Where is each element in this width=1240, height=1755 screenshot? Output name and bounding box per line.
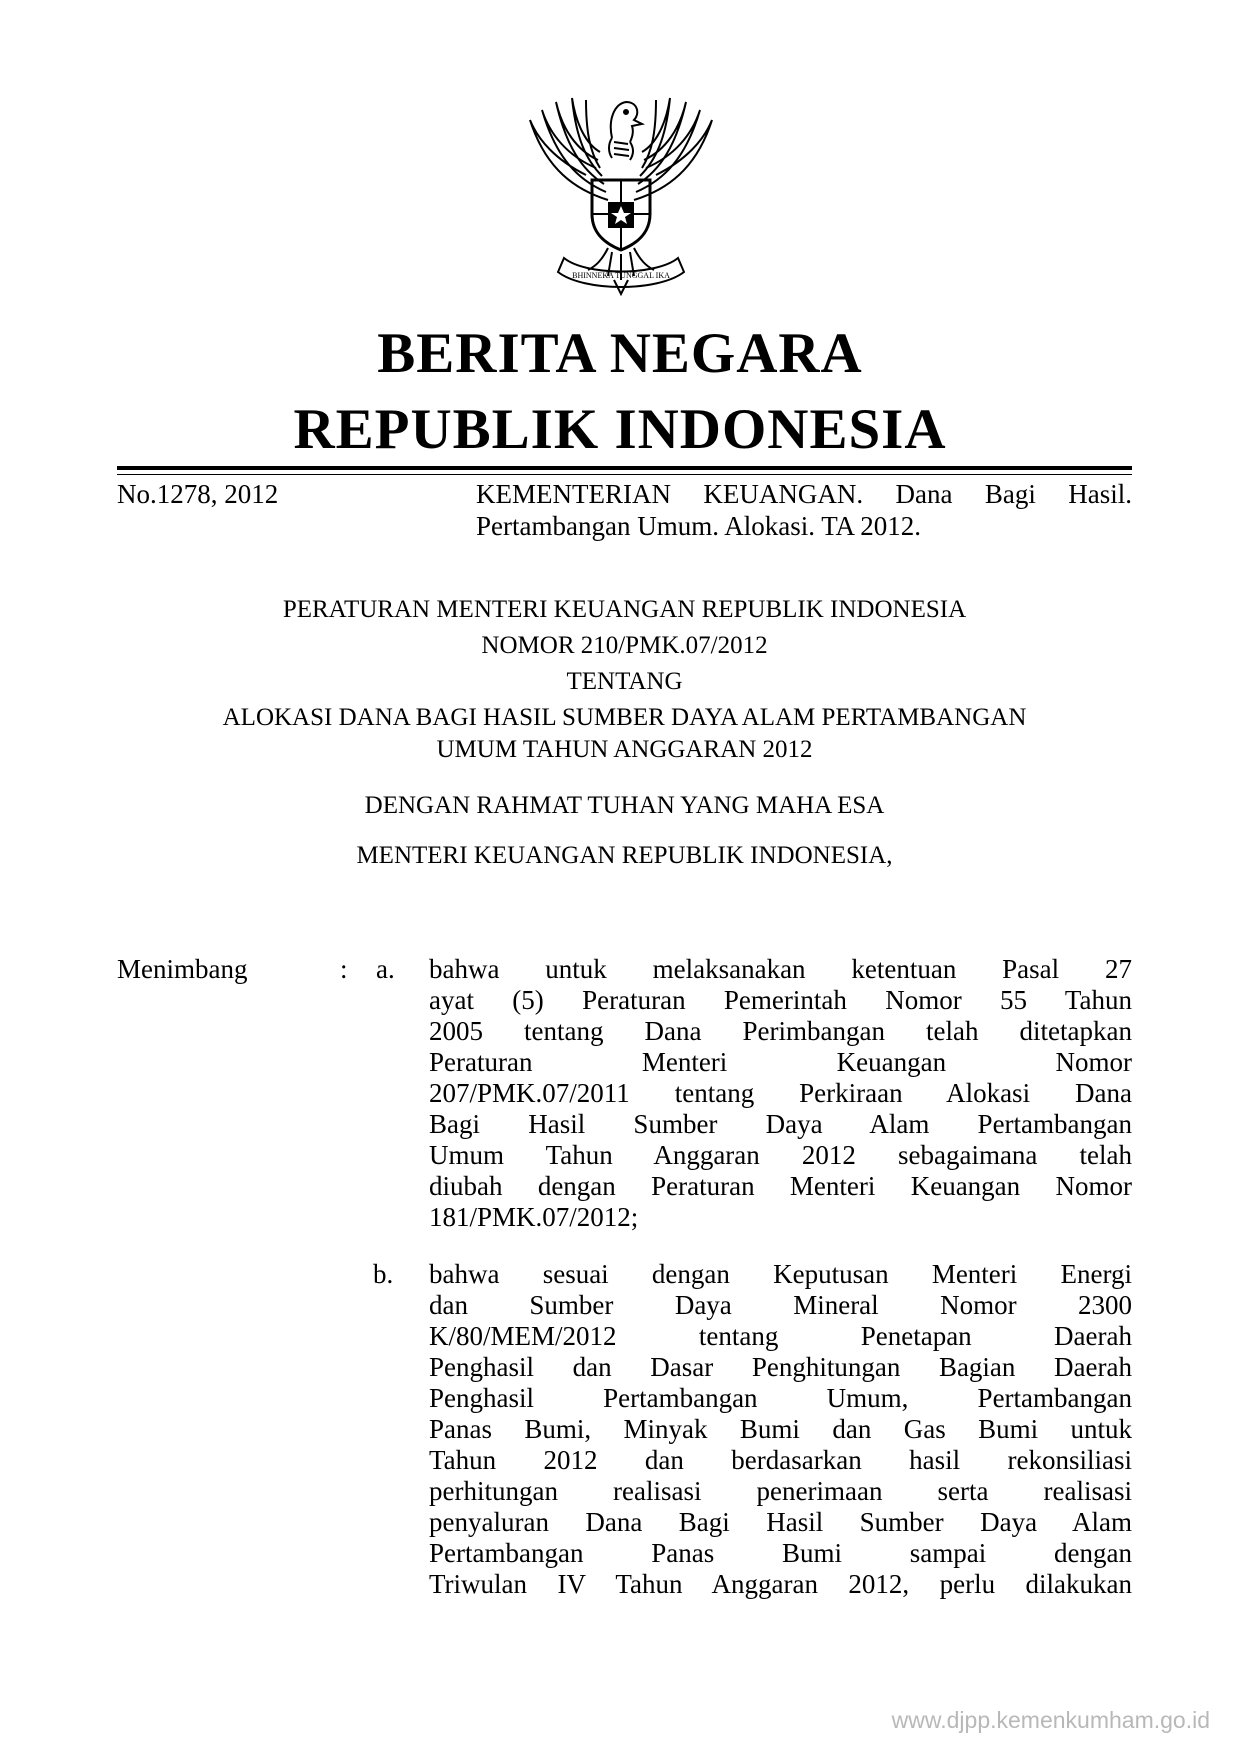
item-b-marker: b. (373, 1259, 394, 1289)
item-a-line: Bagi Hasil Sumber Daya Alam Pertambangan (429, 1109, 1132, 1139)
item-b-line: bahwa sesuai dengan Keputusan Menteri Energi (429, 1259, 1132, 1289)
issue-topic-line-2: Pertambangan Umum. Alokasi. TA 2012. (476, 511, 922, 541)
garuda-emblem-icon (516, 80, 726, 302)
item-a-line: ayat (5) Peraturan Pemerintah Nomor 55 Tahun (429, 985, 1132, 1015)
item-b-body (429, 1259, 1132, 1600)
item-a-marker: a. (376, 954, 395, 984)
item-a-line: 2005 tentang Dana Perimbangan telah ditetapkan (429, 1016, 1132, 1046)
item-a-line: Umum Tahun Anggaran 2012 sebagaimana telah (429, 1140, 1132, 1170)
item-a-line: 181/PMK.07/2012; (429, 1202, 639, 1232)
gazette-title: BERITA NEGARA (377, 322, 863, 385)
menimbang-label: Menimbang (117, 954, 248, 984)
item-b-line: Panas Bumi, Minyak Bumi dan Gas Bumi untuk (429, 1414, 1132, 1444)
header-divider (117, 466, 1132, 470)
regulation-subject-line-1: ALOKASI DANA BAGI HASIL SUMBER DAYA ALAM PERTAMBANGAN (222, 704, 1027, 731)
item-a-body (429, 954, 1132, 1233)
issue-topic-line-1 (476, 478, 1132, 510)
item-b-line: Penghasil dan Dasar Penghitungan Bagian Daerah (429, 1352, 1132, 1382)
item-b-line: Pertambangan Panas Bumi sampai dengan (429, 1538, 1132, 1568)
invocation: DENGAN RAHMAT TUHAN YANG MAHA ESA (364, 792, 885, 819)
regulation-number: NOMOR 210/PMK.07/2012 (481, 632, 768, 659)
issue-topic (476, 478, 1132, 542)
motto-text: BHINNEKA TUNGGAL IKA (572, 271, 670, 280)
item-a-line: Peraturan Menteri Keuangan Nomor (429, 1047, 1132, 1077)
regulation-subject-line-2: UMUM TAHUN ANGGARAN 2012 (436, 736, 813, 763)
regulation-about: TENTANG (566, 668, 683, 695)
item-a-line: diubah dengan Peraturan Menteri Keuangan Nomor (429, 1171, 1132, 1201)
item-b-line: perhitungan realisasi penerimaan serta realisasi (429, 1476, 1132, 1506)
item-b-line: Triwulan IV Tahun Anggaran 2012, perlu dilakukan (429, 1569, 1132, 1599)
item-b-line: dan Sumber Daya Mineral Nomor 2300 (429, 1290, 1132, 1320)
gazette-subtitle: REPUBLIK INDONESIA (293, 398, 947, 461)
source-watermark: www.djpp.kemenkumham.go.id (891, 1707, 1210, 1733)
item-b-line: Tahun 2012 dan berdasarkan hasil rekonsiliasi (429, 1445, 1132, 1475)
issue-topic-text-1: KEMENTERIAN KEUANGAN. Dana Bagi Hasil. (476, 479, 1132, 509)
issue-number: No.1278, 2012 (117, 479, 279, 509)
regulation-title: PERATURAN MENTERI KEUANGAN REPUBLIK INDONESIA (282, 596, 967, 623)
item-b-line: penyaluran Dana Bagi Hasil Sumber Daya Alam (429, 1507, 1132, 1537)
item-b-line: Penghasil Pertambangan Umum, Pertambangan (429, 1383, 1132, 1413)
item-a-line: 207/PMK.07/2011 tentang Perkiraan Alokasi Dana (429, 1078, 1132, 1108)
header-divider-thin (117, 474, 1132, 475)
issuer: MENTERI KEUANGAN REPUBLIK INDONESIA, (356, 842, 893, 869)
item-a-line: bahwa untuk melaksanakan ketentuan Pasal 27 (429, 954, 1132, 984)
item-b-line: K/80/MEM/2012 tentang Penetapan Daerah (429, 1321, 1132, 1351)
menimbang-colon: : (340, 954, 348, 984)
